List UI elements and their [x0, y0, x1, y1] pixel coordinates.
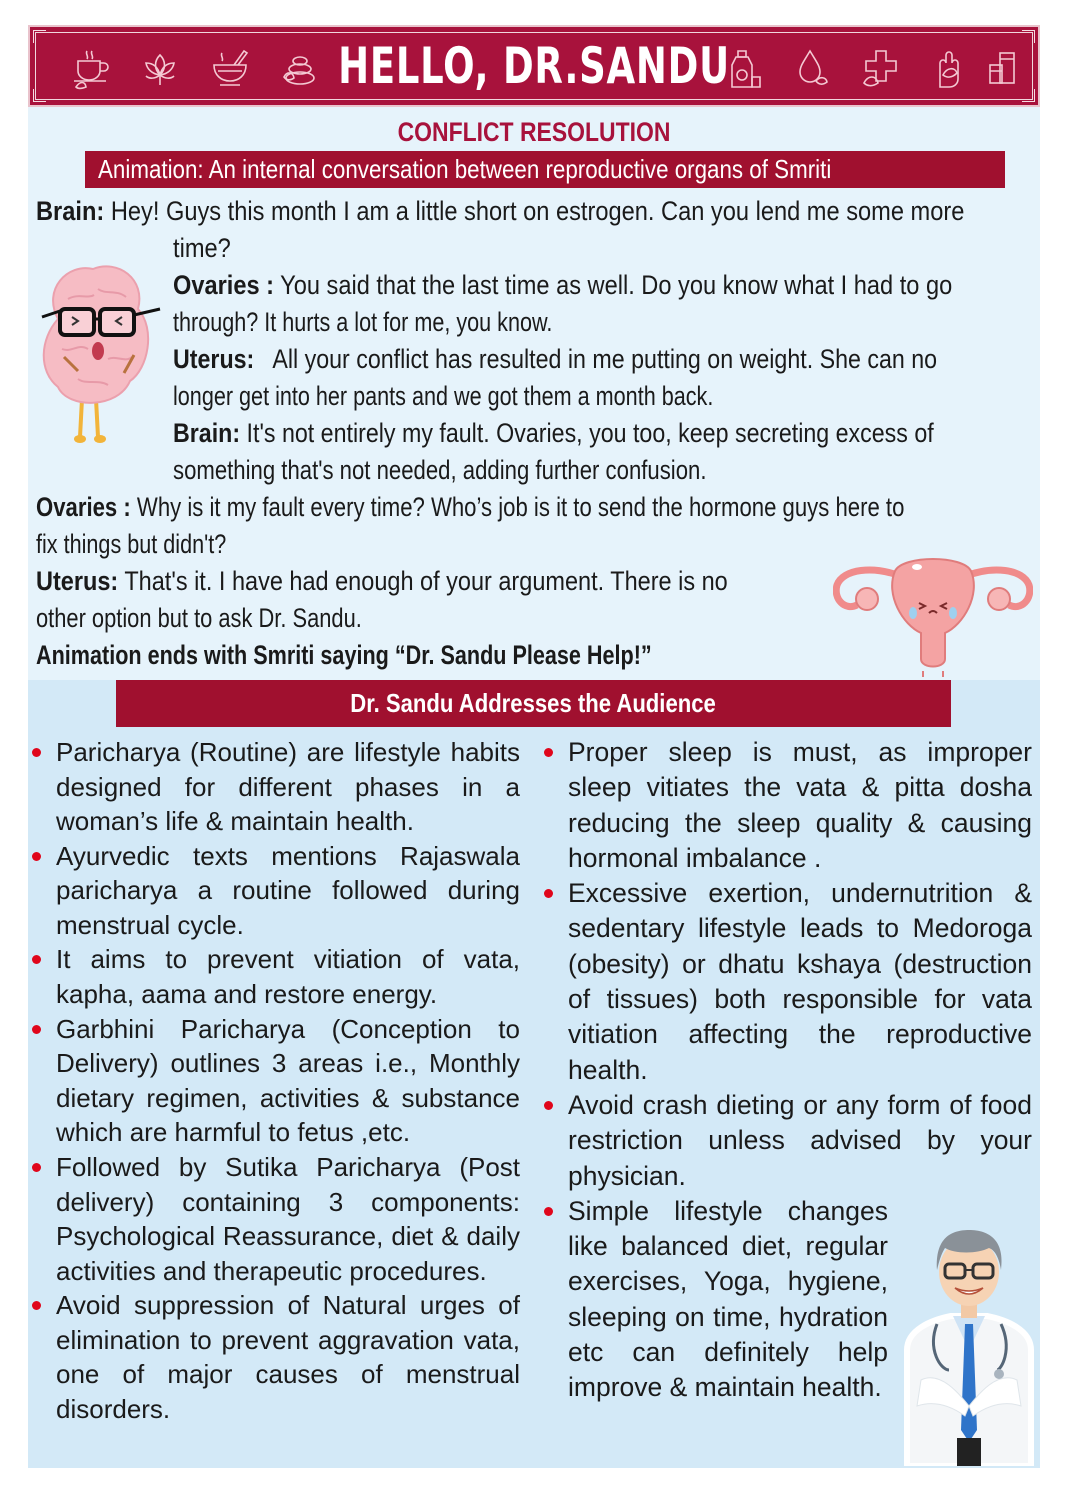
bullet-icon	[32, 955, 41, 964]
hand-leaf-icon	[928, 47, 972, 91]
bullet-item: Ayurvedic texts mentions Rajaswala paricharya a routine followed during menstrual cycle.	[30, 839, 520, 943]
dialogue-line: Ovaries : You said that the last time as well. Do you know what I had to go	[173, 270, 953, 300]
bullet-item: Paricharya (Routine) are lifestyle habits designed for different phases in a woman’s life & maintain health.	[30, 735, 520, 839]
speaker-label: Brain:	[36, 196, 105, 226]
address-title-bar	[116, 680, 951, 727]
dialogue-line: fix things but didn't?	[36, 529, 227, 559]
animation-label: Animation: An internal conversation between reproductive organs of Smriti	[98, 154, 832, 184]
dialogue-line: Ovaries : Why is it my fault every time? Who’s job is it to send the hormone guys here to	[36, 492, 905, 522]
dialogue-line: Brain: Hey! Guys this month I am a little short on estrogen. Can you lend me some more	[36, 196, 965, 226]
address-section	[28, 680, 1040, 1468]
conflict-section	[28, 107, 1040, 680]
dialogue-line: longer get into her pants and we got them a month back.	[173, 381, 714, 411]
bullet-icon	[32, 852, 41, 861]
speaker-label: Ovaries :	[173, 270, 275, 300]
speaker-label: Brain:	[173, 418, 241, 448]
bullet-icon	[32, 1301, 41, 1310]
bullet-item: Proper sleep is must, as improper sleep vitiates the vata & pitta dosha reducing the sleep quality & causing hormonal imbalance .	[542, 735, 1032, 876]
dialogue-line: Brain: It's not entirely my fault. Ovaries, you too, keep secreting excess of	[173, 418, 934, 448]
bullet-icon	[544, 1101, 553, 1110]
bullet-icon	[32, 748, 41, 757]
tea-cup-icon	[70, 47, 114, 91]
bullet-item: Simple lifestyle changes like balanced diet, regular exercises, Yoga, hygiene, sleeping on time, hydration etc can definitely help improve & maintain health.	[542, 1194, 888, 1406]
header-banner	[28, 25, 1040, 107]
banner-corner-ornament	[1022, 30, 1035, 43]
dialogue-line: something that's not needed, adding further confusion.	[173, 455, 707, 485]
animation-ending: Animation ends with Smriti saying “Dr. Sandu Please Help!”	[36, 640, 652, 670]
medicine-jars-icon	[982, 47, 1026, 91]
banner-corner-ornament	[33, 30, 46, 43]
section-title: CONFLICT RESOLUTION	[397, 117, 671, 147]
bullet-icon	[544, 889, 553, 898]
drop-icon	[790, 47, 834, 91]
brain-character-illustration	[38, 259, 166, 444]
speaker-label: Ovaries :	[36, 492, 131, 522]
dialogue-line: other option but to ask Dr. Sandu.	[36, 603, 362, 633]
bullet-item: Avoid crash dieting or any form of food restriction unless advised by your physician.	[542, 1088, 1032, 1194]
bullet-item: Avoid suppression of Natural urges of elimination to prevent aggravation vata, one of major causes of menstrual disorders.	[30, 1288, 520, 1426]
page	[28, 25, 1040, 1468]
animation-label-bar	[85, 151, 1005, 188]
left-bullet-list	[30, 735, 520, 1427]
dialogue-line: through? It hurts a lot for me, you know.	[173, 307, 553, 337]
bullet-item: Garbhini Paricharya (Conception to Delivery) outlines 3 areas i.e., Monthly dietary regimen, activities & substance which are harmful to fetus ,etc.	[30, 1012, 520, 1150]
bullet-item: Followed by Sutika Paricharya (Post delivery) containing 3 components: Psychological Reassurance, diet & daily activities and therapeutic procedures.	[30, 1150, 520, 1288]
banner-corner-ornament	[33, 89, 46, 102]
speaker-label: Uterus:	[173, 344, 255, 374]
bullet-item: Excessive exertion, undernutrition & sedentary lifestyle leads to Medoroga (obesity) or dhatu kshaya (destruction of tissues) both responsible for vata vitiation affecting the reproductive health.	[542, 876, 1032, 1088]
bullet-icon	[544, 748, 553, 757]
uterus-character-illustration	[833, 555, 1033, 680]
bullet-icon	[32, 1163, 41, 1172]
dialogue-line: Uterus: All your conflict has resulted in me putting on weight. She can no	[173, 344, 938, 374]
speaker-label: Uterus:	[36, 566, 119, 596]
bullet-icon	[544, 1207, 553, 1216]
bullet-icon	[32, 1025, 41, 1034]
banner-title: HELLO, DR.SANDU	[338, 37, 730, 95]
medical-cross-icon	[860, 47, 904, 91]
address-title: Dr. Sandu Addresses the Audience	[350, 688, 717, 718]
bullet-item: It aims to prevent vitiation of vata, kapha, aama and restore energy.	[30, 942, 520, 1011]
doctor-illustration	[901, 1220, 1037, 1466]
dialogue-line: time?	[173, 233, 231, 263]
oil-bottle-icon	[724, 47, 768, 91]
dialogue-line: Uterus: That's it. I have had enough of your argument. There is no	[36, 566, 728, 596]
